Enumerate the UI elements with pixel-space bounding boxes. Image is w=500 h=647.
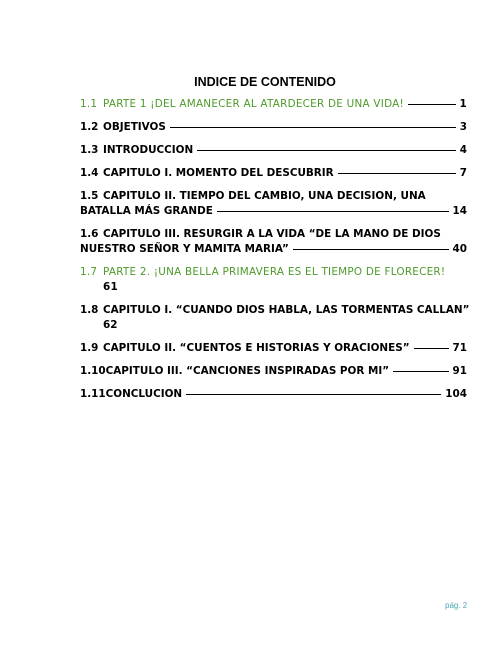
toc-entry-1-7[interactable]: [80, 265, 467, 295]
toc-entry-number: 1.3: [80, 144, 99, 156]
toc-entry-text-continued: NUESTRO SEÑOR Y MAMITA MARIA”: [80, 243, 289, 255]
dot-leader: [197, 149, 456, 151]
toc-entry-page: 3: [459, 121, 467, 133]
dot-leader: [170, 126, 456, 128]
toc-entry-1-5[interactable]: [80, 189, 467, 219]
toc-entry-page: 1: [459, 98, 467, 110]
toc-entry-number: 1.11: [80, 388, 106, 400]
toc-title: INDICE DE CONTENIDO: [194, 75, 336, 89]
dot-leader: [408, 103, 456, 105]
dot-leader: [217, 210, 449, 212]
toc-entry-number: 1.5: [80, 190, 99, 202]
dot-leader: [338, 172, 456, 174]
toc-entry-page: 14: [452, 205, 467, 217]
page-number-footer: pág. 2: [445, 601, 468, 610]
table-of-contents: [80, 97, 470, 410]
toc-entry-page: 40: [452, 243, 467, 255]
toc-entry-page: 4: [459, 144, 467, 156]
toc-entry-1-3[interactable]: [80, 143, 467, 158]
toc-entry-number: 1.6: [80, 228, 99, 240]
toc-entry-1-11[interactable]: [80, 387, 467, 402]
toc-entry-1-2[interactable]: [80, 120, 467, 135]
toc-entry-number: 1.1: [80, 98, 98, 110]
toc-entry-text-continued: BATALLA MÁS GRANDE: [80, 205, 213, 217]
toc-entry-text: CONCLUCION: [105, 388, 183, 400]
toc-entry-1-9[interactable]: [80, 341, 467, 356]
toc-entry-number: 1.4: [80, 167, 99, 179]
toc-entry-text: CAPITULO I. “CUANDO DIOS HABLA, LAS TORMENTAS CALLAN”: [103, 304, 470, 316]
toc-entry-text: PARTE 2. ¡UNA BELLA PRIMAVERA ES EL TIEMPO DE FLORECER!: [103, 266, 446, 278]
toc-entry-1-1[interactable]: [80, 97, 467, 112]
toc-entry-1-6[interactable]: [80, 227, 467, 257]
toc-entry-1-4[interactable]: [80, 166, 467, 181]
dot-leader: [293, 248, 449, 250]
toc-entry-text: PARTE 1 ¡DEL AMANECER AL ATARDECER DE UNA VIDA!: [103, 98, 404, 110]
dot-leader: [393, 370, 449, 372]
toc-entry-number: 1.9: [80, 342, 99, 354]
toc-entry-page: 91: [452, 365, 467, 377]
toc-entry-page: 71: [452, 342, 467, 354]
toc-entry-text: CAPITULO II. “CUENTOS E HISTORIAS Y ORACIONES”: [103, 342, 410, 354]
toc-entry-text: INTRODUCCION: [103, 144, 194, 156]
toc-entry-number: 1.10: [80, 365, 106, 377]
toc-entry-text: OBJETIVOS: [103, 121, 166, 133]
toc-entry-text: CAPITULO I. MOMENTO DEL DESCUBRIR: [103, 167, 334, 179]
toc-entry-page: 61: [103, 281, 118, 293]
dot-leader: [414, 347, 449, 349]
toc-entry-1-10[interactable]: [80, 364, 467, 379]
toc-entry-number: 1.7: [80, 266, 98, 278]
toc-entry-page: 7: [459, 167, 467, 179]
toc-entry-number: 1.2: [80, 121, 99, 133]
toc-entry-page: 104: [445, 388, 467, 400]
toc-entry-1-8[interactable]: [80, 303, 470, 333]
toc-entry-number: 1.8: [80, 304, 99, 316]
toc-entry-page: 62: [103, 319, 118, 331]
toc-entry-text: CAPITULO II. TIEMPO DEL CAMBIO, UNA DECISION, UNA: [103, 190, 426, 202]
toc-entry-text: CAPITULO III. “CANCIONES INSPIRADAS POR MI”: [105, 365, 390, 377]
toc-entry-text: CAPITULO III. RESURGIR A LA VIDA “DE LA MANO DE DIOS: [103, 228, 441, 240]
dot-leader: [186, 393, 441, 395]
